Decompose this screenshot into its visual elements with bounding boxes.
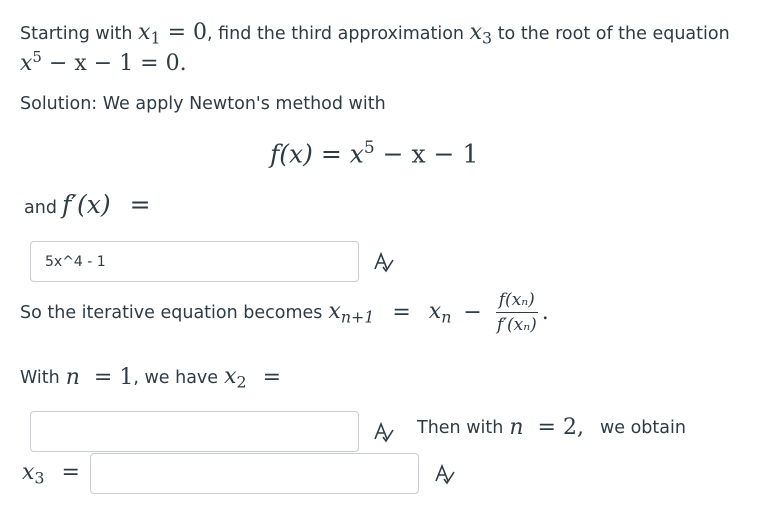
derivative-input[interactable] [30, 241, 359, 282]
iterative-equation: So the iterative equation becomes $x_{n+1}$ = $x_n$ − $\frac{\text{f(xₙ)}}{\text{f′(xₙ)}}$ . [20, 290, 549, 335]
newton-fraction: $\frac{\text{f(xₙ)}}{\text{f′(xₙ)}}$ [496, 290, 537, 335]
preview-check-icon[interactable] [433, 463, 455, 485]
x2-input[interactable] [30, 411, 359, 452]
x2-prompt: With n = 1 , we have $x_2$ = [20, 364, 281, 392]
function-definition: $f(x) = x^5 - x - 1$ [270, 138, 479, 169]
preview-check-icon[interactable] [372, 251, 394, 273]
preview-check-icon[interactable] [372, 421, 394, 443]
derivative-prompt: and f′(x) = [24, 190, 151, 219]
math-x1: $x_1 = 0$ [138, 20, 208, 48]
x3-prompt: Then with n = 2, we obtain [417, 415, 686, 440]
question-equation: $x^5 - x - 1 = 0$. [20, 48, 187, 77]
x3-label: $x_3$ = [22, 460, 80, 488]
x3-input[interactable] [90, 453, 419, 494]
math-x3: $x_3$ [469, 20, 493, 48]
question-text: Starting with $x_1 = 0$, find the third approximation $x_3$ to the root of the equation [20, 20, 730, 48]
derivative-math: f′(x) [62, 190, 111, 219]
solution-label: Solution: We apply Newton's method with [20, 94, 386, 114]
